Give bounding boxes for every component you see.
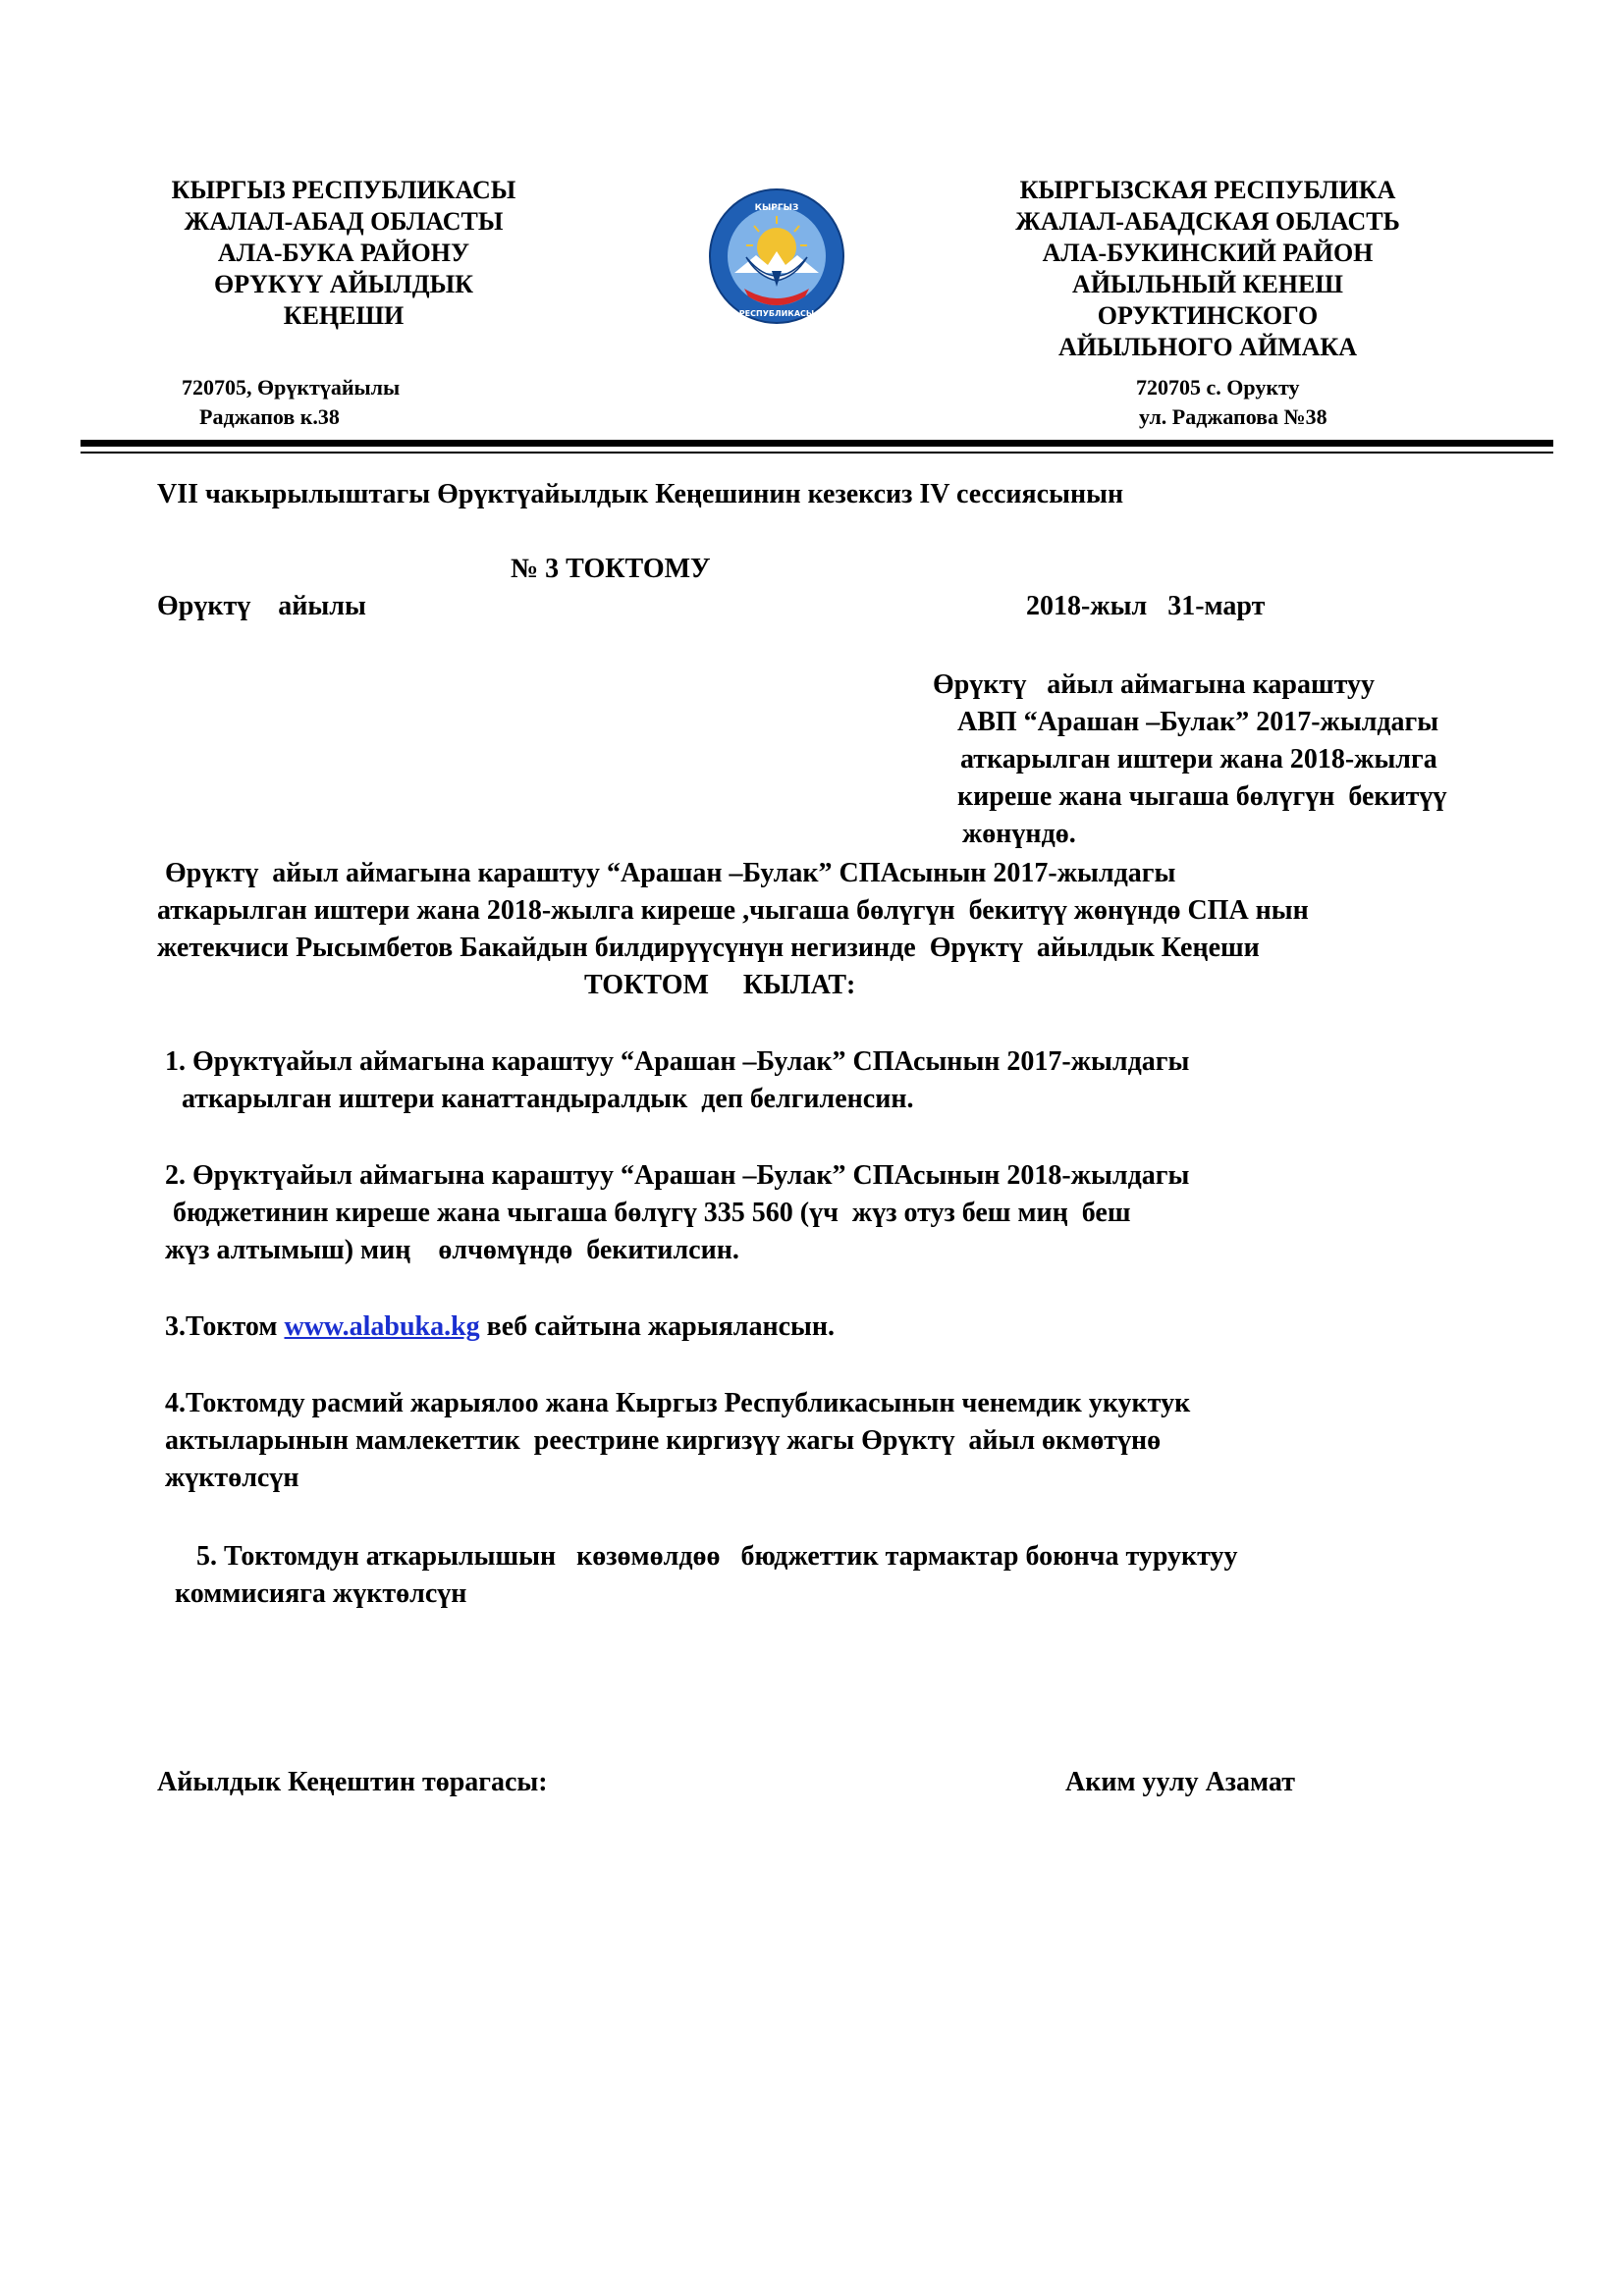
preamble-line: Өрүктү айыл аймагына караштуу “Арашан –Булак” СПАсынын 2017-жылдагы [165, 858, 1176, 888]
resolves-heading: ТОКТОМ КЫЛАТ: [584, 970, 856, 1000]
header-divider-thin [81, 452, 1553, 454]
preamble-line: аткарылган иштери жана 2018-жылга киреше ,чыгаша бөлүгүн бекитүү жөнүндө СПА нын [157, 895, 1309, 926]
signature-role: Айылдык Кеңештин төрагасы: [157, 1767, 548, 1797]
session-line: VII чакырылыштагы Өрүктүайылдык Кеңешинин кезексиз IV сессиясынын [157, 479, 1124, 509]
subject-line: Өрүктү айыл аймагына караштуу [933, 669, 1375, 700]
website-link[interactable]: www.alabuka.kg [284, 1311, 480, 1342]
item-4-line: жүктөлсүн [165, 1463, 299, 1493]
subject-line: жөнүндө. [962, 819, 1076, 849]
document-title: № 3 ТОКТОМУ [511, 554, 711, 584]
item-1-line: 1. Өрүктүайыл аймагына караштуу “Арашан –Булак” СПАсынын 2017-жылдагы [165, 1046, 1190, 1077]
header-right-line: КЫРГЫЗСКАЯ РЕСПУБЛИКА [1019, 176, 1396, 204]
item-1-line: аткарылган иштери канаттандыралдык деп белгиленсин. [182, 1084, 914, 1114]
address-left-line: 720705, Өрүктүайылы [182, 375, 401, 400]
subject-line: аткарылган иштери жана 2018-жылга [960, 744, 1437, 774]
header-left-line: ӨРҮКҮҮ АЙЫЛДЫК [214, 270, 473, 298]
header-right-line: АЙЫЛЬНЫЙ КЕНЕШ [1072, 270, 1343, 298]
item-2-line: жүз алтымыш) миң өлчөмүндө бекитилсин. [165, 1235, 739, 1265]
address-right-line: ул. Раджапова №38 [1139, 404, 1327, 429]
item-2-line: 2. Өрүктүайыл аймагына караштуу “Арашан –Булак” СПАсынын 2018-жылдагы [165, 1160, 1190, 1191]
header-left-line: АЛА-БУКА РАЙОНУ [217, 239, 470, 267]
signature-name: Аким уулу Азамат [1065, 1767, 1295, 1797]
preamble-line: жетекчиси Рысымбетов Бакайдын билдирүүсүнүн негизинде Өрүктү айылдык Кеңеши [157, 933, 1260, 963]
header-left-line: ЖАЛАЛ-АБАД ОБЛАСТЫ [184, 207, 504, 236]
item-2-line: бюджетинин киреше жана чыгаша бөлүгү 335 560 (үч жүз отуз беш миң беш [173, 1198, 1131, 1228]
document-place: Өрүктү айылы [157, 591, 366, 621]
header-right-line: ЖАЛАЛ-АБАДСКАЯ ОБЛАСТЬ [1015, 207, 1400, 236]
svg-text:РЕСПУБЛИКАСЫ: РЕСПУБЛИКАСЫ [738, 309, 815, 318]
subject-line: киреше жана чыгаша бөлүгүн бекитүү [957, 781, 1447, 812]
state-emblem-icon [707, 187, 846, 326]
item-4-line: 4.Токтомду расмий жарыялоо жана Кыргыз Республикасынын ченемдик укуктук [165, 1388, 1191, 1418]
header-divider-thick [81, 440, 1553, 447]
item-3-prefix: 3.Токтом [165, 1311, 285, 1342]
item-3-line [165, 1308, 835, 1347]
svg-text:КЫРГЫЗ: КЫРГЫЗ [754, 203, 799, 213]
header-left-line: КЫРГЫЗ РЕСПУБЛИКАСЫ [171, 176, 516, 204]
address-left-line: Раджапов к.38 [199, 404, 340, 429]
document-date: 2018-жыл 31-март [1026, 591, 1266, 621]
header-right-line: АЛА-БУКИНСКИЙ РАЙОН [1042, 239, 1374, 267]
item-3-suffix: веб сайтына жарыялансын. [479, 1311, 836, 1342]
header-right-line: АЙЫЛЬНОГО АЙМАКА [1057, 333, 1358, 361]
header-left-line: КЕҢЕШИ [283, 301, 405, 330]
item-5-line: 5. Токтомдун аткарылышын көзөмөлдөө бюджеттик тармактар боюнча туруктуу [196, 1541, 1238, 1572]
item-4-line: актыларынын мамлекеттик реестрине киргизүү жагы Өрүктү айыл өкмөтүнө [165, 1425, 1162, 1456]
subject-line: АВП “Арашан –Булак” 2017-жылдагы [957, 707, 1439, 737]
item-5-line: коммисияга жүктөлсүн [175, 1578, 467, 1609]
address-right-line: 720705 с. Орукту [1136, 375, 1300, 400]
header-right-line: ОРУКТИНСКОГО [1097, 301, 1319, 330]
